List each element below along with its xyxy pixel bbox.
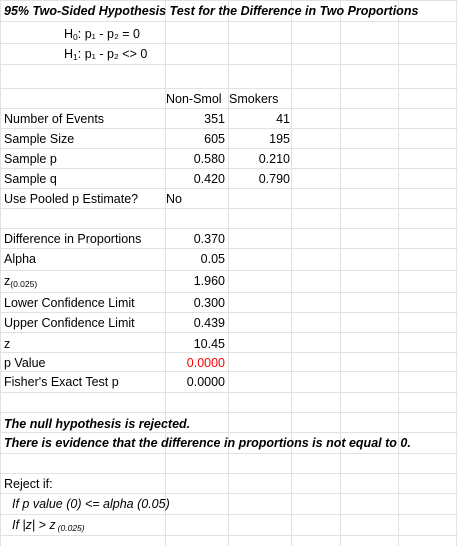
h0-symbol: H: [64, 27, 74, 41]
row-label-sample-size[interactable]: Sample Size: [4, 132, 75, 146]
cell-difference[interactable]: 0.370: [193, 232, 225, 246]
gridline-row: [0, 535, 458, 536]
cell-pooled-value[interactable]: No: [166, 192, 182, 206]
h1-expression: : p₁ - p₂ <> 0: [77, 47, 148, 61]
cell-fisher[interactable]: 0.0000: [186, 375, 225, 389]
cell-z-critical[interactable]: 1.960: [193, 274, 225, 288]
cell-p-smokers[interactable]: 0.210: [258, 152, 290, 166]
reject-heading[interactable]: Reject if:: [4, 477, 53, 491]
gridline-column: [398, 0, 399, 546]
gridline-row: [0, 270, 458, 271]
reject-rule-p-value[interactable]: If p value (0) <= alpha (0.05): [12, 497, 170, 511]
h0-expression: : p₁ - p₂ = 0: [77, 27, 140, 41]
test-title[interactable]: 95% Two-Sided Hypothesis Test for the Difference in Two Proportions: [4, 4, 419, 18]
row-label-lcl[interactable]: Lower Confidence Limit: [4, 296, 135, 310]
conclusion-line-1[interactable]: The null hypothesis is rejected.: [4, 417, 191, 431]
row-label-sample-q[interactable]: Sample q: [4, 172, 57, 186]
row-label-p-value[interactable]: p Value: [4, 356, 46, 370]
gridline-row: [0, 453, 458, 454]
row-label-fisher[interactable]: Fisher's Exact Test p: [4, 375, 119, 389]
gridline-row: [0, 392, 458, 393]
cell-lcl[interactable]: 0.300: [193, 296, 225, 310]
gridline-column: [228, 0, 229, 546]
cell-events-non-smokers[interactable]: 351: [204, 112, 225, 126]
cell-events-smokers[interactable]: 41: [276, 112, 290, 126]
row-label-difference[interactable]: Difference in Proportions: [4, 232, 142, 246]
cell-q-non-smokers[interactable]: 0.420: [193, 172, 225, 186]
z-critical-symbol: z: [4, 274, 11, 288]
gridline-column: [456, 0, 457, 546]
column-header-non-smokers[interactable]: Non-Smol: [166, 92, 222, 106]
row-label-z[interactable]: z: [4, 337, 11, 351]
cell-size-smokers[interactable]: 195: [269, 132, 290, 146]
cell-alpha[interactable]: 0.05: [200, 252, 225, 266]
reject-rule-z[interactable]: [12, 515, 85, 535]
reject-rule-z-subscript: (0.025): [57, 523, 85, 533]
null-hypothesis[interactable]: [64, 24, 140, 44]
gridline-row: [0, 352, 458, 353]
gridline-row: [0, 473, 458, 474]
column-header-smokers[interactable]: Smokers: [229, 92, 279, 106]
row-label-ucl[interactable]: Upper Confidence Limit: [4, 316, 135, 330]
h0-subscript: 0: [73, 32, 78, 42]
gridline-column: [0, 0, 1, 546]
gridline-column: [340, 0, 341, 546]
gridline-row: [0, 412, 458, 413]
row-label-alpha[interactable]: Alpha: [4, 252, 36, 266]
row-label-z-critical[interactable]: [4, 271, 37, 291]
cell-size-non-smokers[interactable]: 605: [204, 132, 225, 146]
cell-z[interactable]: 10.45: [193, 337, 225, 351]
gridline-row: [0, 64, 458, 65]
row-label-sample-p[interactable]: Sample p: [4, 152, 57, 166]
cell-p-non-smokers[interactable]: 0.580: [193, 152, 225, 166]
row-label-events[interactable]: Number of Events: [4, 112, 105, 126]
cell-ucl[interactable]: 0.439: [193, 316, 225, 330]
row-label-pooled[interactable]: Use Pooled p Estimate?: [4, 192, 139, 206]
reject-rule-z-text: If |z| > z: [12, 518, 56, 532]
z-critical-subscript: (0.025): [10, 279, 38, 289]
cell-p-value[interactable]: 0.0000: [186, 356, 225, 370]
gridline-row: [0, 21, 458, 22]
cell-q-smokers[interactable]: 0.790: [258, 172, 290, 186]
h1-symbol: H: [64, 47, 74, 61]
h1-subscript: 1: [73, 52, 78, 62]
gridline-column: [291, 0, 292, 546]
alternative-hypothesis[interactable]: [64, 44, 147, 64]
conclusion-line-2[interactable]: There is evidence that the difference in proportions is not equal to 0.: [4, 436, 411, 450]
